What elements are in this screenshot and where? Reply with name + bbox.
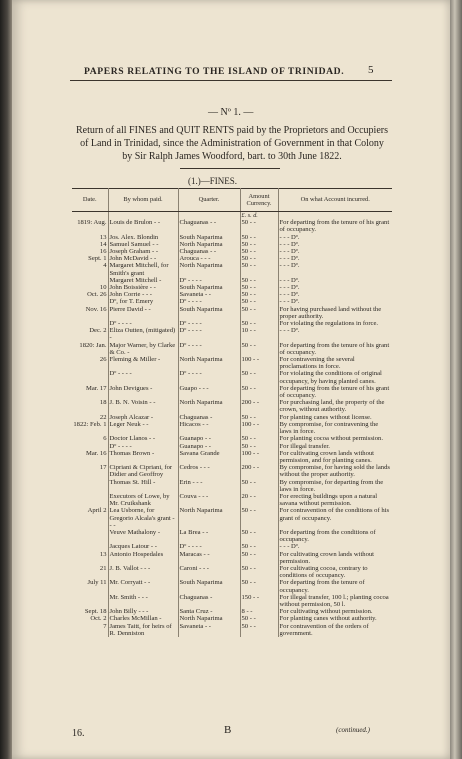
table-row	[72, 298, 392, 305]
table-row	[72, 248, 392, 255]
row-date	[72, 543, 108, 550]
col-amount: Amount Currency.	[240, 189, 278, 212]
row-date: Sept. 1	[72, 255, 108, 262]
row-amount: 50 - -	[240, 284, 278, 291]
row-amount: 50 - -	[240, 342, 278, 356]
row-date: 21	[72, 565, 108, 579]
row-amount: 50 - -	[240, 414, 278, 421]
row-amount: 50 - -	[240, 623, 278, 637]
row-amount: 50 - -	[240, 435, 278, 442]
row-payer: Joseph Alcazar -	[108, 414, 178, 421]
row-payer: Jacques Latour - -	[108, 543, 178, 550]
row-payer: Dº - - - -	[108, 443, 178, 450]
table-row	[72, 320, 392, 327]
col-quarter: Quarter.	[178, 189, 240, 212]
col-account: On what Account incurred.	[278, 189, 392, 212]
row-amount: 50 - -	[240, 507, 278, 529]
row-account: - - - Dº.	[279, 240, 300, 248]
row-quarter: Couva - - -	[178, 493, 240, 507]
table-row	[72, 327, 392, 341]
table-row	[72, 306, 392, 320]
row-quarter: Chaguanas - -	[178, 219, 240, 233]
row-date: 22	[72, 414, 108, 421]
row-amount: 100 - -	[240, 450, 278, 464]
row-amount: 50 - -	[240, 291, 278, 298]
table-row	[72, 493, 392, 507]
table-row	[72, 370, 392, 384]
row-amount: 50 - -	[240, 306, 278, 320]
row-date: 17	[72, 464, 108, 478]
row-quarter: South Naparima	[178, 284, 240, 291]
table-body	[72, 219, 392, 637]
row-amount: 50 - -	[240, 262, 278, 276]
row-amount: 200 - -	[240, 399, 278, 413]
header-rule	[70, 80, 392, 81]
row-amount: 50 - -	[240, 529, 278, 543]
title-line-3: by Sir Ralph James Woodford, bart. to 30th June 1822.	[122, 151, 342, 162]
row-account: For cultivating crown lands without permission.	[279, 550, 374, 565]
row-amount: 150 - -	[240, 594, 278, 608]
row-date: Oct. 2	[72, 615, 108, 622]
row-payer: Leger Neuk - -	[108, 421, 178, 435]
table-row	[72, 565, 392, 579]
row-quarter: North Naparima	[178, 262, 240, 276]
row-quarter: Dº - - - -	[178, 320, 240, 327]
table-row	[72, 255, 392, 262]
section-number: — Nº 1. —	[208, 107, 254, 118]
row-account: For violating the regulations in force.	[279, 320, 379, 328]
row-date: 1820: Jan.	[72, 342, 108, 356]
row-quarter: Dº - - - -	[178, 370, 240, 384]
row-quarter: Savaneta - -	[178, 291, 240, 298]
row-date: Mar. 16	[72, 450, 108, 464]
row-date	[72, 479, 108, 493]
table-row	[72, 291, 392, 298]
row-quarter: La Brea - -	[178, 529, 240, 543]
book-spine	[0, 0, 12, 759]
title-line-2: of Land in Trinidad, since the Administration of Government in that Colony	[80, 138, 384, 149]
table-row	[72, 234, 392, 241]
row-quarter: Chaguanas -	[178, 594, 240, 608]
fines-table	[72, 188, 392, 637]
row-payer: Dº - - - -	[108, 320, 178, 327]
table-row	[72, 385, 392, 399]
table-row	[72, 399, 392, 413]
row-quarter: Guanapo - -	[178, 435, 240, 442]
row-quarter: Chaguanas - -	[178, 248, 240, 255]
row-date: 13	[72, 234, 108, 241]
row-account: - - - Dº.	[279, 284, 300, 292]
row-payer: Thomas St. Hill -	[108, 479, 178, 493]
row-account: For planting canes without license.	[279, 413, 372, 421]
page-number: 5	[368, 64, 374, 76]
row-date	[72, 443, 108, 450]
row-quarter: South Naparima	[178, 579, 240, 593]
row-payer: Mr. Smith - - -	[108, 594, 178, 608]
table-row	[72, 421, 392, 435]
row-account: By compromise, for departing from the laws in force.	[279, 478, 384, 493]
table-row	[72, 262, 392, 276]
row-payer: Antonio Hospedales	[108, 551, 178, 565]
row-payer: J. B. N. Voisin - -	[108, 399, 178, 413]
row-quarter: Guapo - - -	[178, 385, 240, 399]
row-date: 1822: Feb. 1	[72, 421, 108, 435]
table-row	[72, 435, 392, 442]
table-subtitle: (1.)—FINES.	[188, 176, 237, 186]
row-quarter: Guanapo - -	[178, 443, 240, 450]
table-header-row	[72, 189, 392, 212]
row-account: For planting cocoa without permission.	[279, 435, 383, 443]
row-quarter: Dº - - - -	[178, 327, 240, 341]
row-quarter: Maracas - -	[178, 551, 240, 565]
row-quarter: North Naparima	[178, 241, 240, 248]
row-date	[72, 320, 108, 327]
row-date: 26	[72, 356, 108, 370]
row-date: Oct. 26	[72, 291, 108, 298]
table-row	[72, 464, 392, 478]
row-payer: John Corrie - - -	[108, 291, 178, 298]
table-row	[72, 219, 392, 233]
row-amount: 50 - -	[240, 320, 278, 327]
row-account: For departing from the tenure of his grant of occupancy.	[279, 384, 390, 400]
row-quarter: North Naparima	[178, 356, 240, 370]
row-account: - - - Dº.	[279, 255, 300, 263]
row-quarter: Savaneta - -	[178, 623, 240, 637]
row-payer: Major Warner, by Clarke & Co. -	[108, 342, 178, 356]
table-row	[72, 608, 392, 615]
currency-units: £. s. d.	[240, 212, 278, 220]
row-payer: Samuel Samuel - -	[108, 241, 178, 248]
table-row	[72, 443, 392, 450]
row-quarter: South Naparima	[178, 234, 240, 241]
row-date: 18	[72, 399, 108, 413]
row-date	[72, 298, 108, 305]
row-date: 1819: Aug.	[72, 219, 108, 233]
row-amount: 50 - -	[240, 443, 278, 450]
row-payer: Dº, for T. Emery	[108, 298, 178, 305]
running-title: PAPERS RELATING TO THE ISLAND OF TRINIDAD.	[84, 66, 345, 77]
row-payer: Veuve Mathalony -	[108, 529, 178, 543]
row-date	[72, 277, 108, 284]
table-row	[72, 551, 392, 565]
row-payer: John Billy - - -	[108, 608, 178, 615]
row-date: 14	[72, 241, 108, 248]
row-payer: Pierre David - -	[108, 306, 178, 320]
row-payer: Lea Usborne, for Gregorio Alcala's grant - - -	[108, 507, 178, 529]
row-amount: 50 - -	[240, 298, 278, 305]
col-date: Date.	[72, 189, 108, 212]
row-account: For departing from the tenure of his grant of occupancy.	[279, 219, 390, 234]
row-date: 4	[72, 262, 108, 276]
row-amount: 50 - -	[240, 248, 278, 255]
footer-signature-mark: B	[224, 724, 232, 736]
row-payer: Fleming & Miller -	[108, 356, 178, 370]
table-row	[72, 479, 392, 493]
table-row	[72, 342, 392, 356]
row-account: - - - Dº.	[279, 327, 300, 335]
row-quarter: Santa Cruz -	[178, 608, 240, 615]
title-rule	[180, 168, 280, 169]
row-quarter: North Naparima	[178, 615, 240, 622]
col-by-whom: By whom paid.	[108, 189, 178, 212]
row-payer: James Taitt, for heirs of R. Denniston	[108, 623, 178, 637]
row-payer: Eliza Outten, (mitigated) -	[108, 327, 178, 341]
row-payer: Executors of Lowe, by Mr. Cruikshank	[108, 493, 178, 507]
row-amount: 50 - -	[240, 370, 278, 384]
row-account: - - - Dº.	[279, 291, 300, 299]
row-payer: Mr. Corryatt - -	[108, 579, 178, 593]
row-account: For having purchased land without the proper authority.	[279, 305, 382, 320]
row-date: 16	[72, 248, 108, 255]
row-account: For contravention of the orders of government.	[279, 622, 369, 637]
row-amount: 50 - -	[240, 479, 278, 493]
row-date: April 2	[72, 507, 108, 529]
row-payer: Doctor Llanos - -	[108, 435, 178, 442]
row-account: - - - Dº.	[279, 262, 300, 270]
row-quarter: Caroni - - -	[178, 565, 240, 579]
row-amount: 50 - -	[240, 241, 278, 248]
table-row	[72, 579, 392, 593]
table-row	[72, 277, 392, 284]
table-row	[72, 543, 392, 550]
row-payer: Dº - - - -	[108, 370, 178, 384]
row-date	[72, 370, 108, 384]
row-payer: John McDavid - -	[108, 255, 178, 262]
row-quarter: North Naparima	[178, 507, 240, 529]
row-account: For cultivating without permission.	[279, 608, 373, 616]
table-row	[72, 284, 392, 291]
table-row	[72, 356, 392, 370]
row-account: For departing from the tenure of occupancy.	[279, 579, 365, 594]
row-date: 6	[72, 435, 108, 442]
row-amount: 10 - -	[240, 327, 278, 341]
row-quarter: Dº - - - -	[178, 543, 240, 550]
row-quarter: Savana Grande	[178, 450, 240, 464]
row-quarter: South Naparima	[178, 306, 240, 320]
footer-left: 16.	[72, 728, 85, 739]
row-date	[72, 493, 108, 507]
row-date: Mar. 17	[72, 385, 108, 399]
row-account: For illegal transfer, 100 l.; planting cocoa without permission, 50 l.	[279, 593, 389, 608]
row-account: By compromise, for contravening the laws in force.	[279, 420, 379, 436]
row-quarter: Dº - - - -	[178, 342, 240, 356]
row-payer: J. B. Vallot - - -	[108, 565, 178, 579]
row-date	[72, 594, 108, 608]
row-account: For cultivating crown lands without permission, and for planting canes.	[279, 449, 374, 464]
row-date	[72, 529, 108, 543]
row-amount: 50 - -	[240, 385, 278, 399]
footer-continued: (continued.)	[336, 726, 371, 734]
row-payer: Joseph Graham - -	[108, 248, 178, 255]
row-amount: 100 - -	[240, 421, 278, 435]
row-quarter: Dº - - - -	[178, 277, 240, 284]
row-account: For violating the conditions of original occupancy, by having planted canes.	[279, 370, 382, 385]
row-quarter: Hicacos - -	[178, 421, 240, 435]
row-account: For departing from the tenure of his grant of occupancy.	[279, 341, 390, 356]
row-quarter: Cedros - - -	[178, 464, 240, 478]
table-row	[72, 450, 392, 464]
row-amount: 50 - -	[240, 551, 278, 565]
table-row	[72, 623, 392, 637]
row-amount: 8 - -	[240, 608, 278, 615]
table-row	[72, 507, 392, 529]
currency-row	[72, 212, 392, 220]
title-line-1: Return of all FINES and QUIT RENTS paid by the Proprietors and Occupiers	[76, 125, 388, 136]
row-quarter: North Naparima	[178, 399, 240, 413]
row-amount: 50 - -	[240, 615, 278, 622]
row-account: For cultivating cocoa, contrary to conditions of occupancy.	[279, 564, 368, 580]
row-amount: 20 - -	[240, 493, 278, 507]
row-account: For contravention of the conditions of his grant of occupancy.	[279, 507, 390, 522]
row-account: - - - Dº.	[279, 248, 300, 256]
row-account: - - - Dº.	[279, 233, 300, 241]
row-payer: Cipriani & Cipriani, for Didier and Geoffroy	[108, 464, 178, 478]
row-amount: 50 - -	[240, 277, 278, 284]
row-account: For purchasing land, the property of the crown, without authority.	[279, 399, 385, 414]
table-row	[72, 241, 392, 248]
row-payer: John Boissière - -	[108, 284, 178, 291]
row-account: By compromise, for having sold the lands without the proper authority.	[279, 464, 390, 479]
row-date: July 11	[72, 579, 108, 593]
row-date: Nov. 16	[72, 306, 108, 320]
row-quarter: Erin - - -	[178, 479, 240, 493]
row-amount: 50 - -	[240, 234, 278, 241]
row-account: For erecting buildings upon a natural savana without permission.	[279, 492, 378, 508]
row-payer: Jos. Alex. Blondin	[108, 234, 178, 241]
row-account: For illegal transfer.	[279, 442, 330, 450]
table-row	[72, 615, 392, 622]
page-edge	[450, 0, 462, 759]
row-quarter: Chaguanas -	[178, 414, 240, 421]
table-row	[72, 414, 392, 421]
row-payer: Louis de Brulon - -	[108, 219, 178, 233]
row-account: For departing from the conditions of occupancy.	[279, 528, 376, 544]
row-quarter: Arouca - - -	[178, 255, 240, 262]
row-payer: John Devigues -	[108, 385, 178, 399]
row-date: 10	[72, 284, 108, 291]
table-row	[72, 529, 392, 543]
row-payer: Margaret Mitchell -	[108, 277, 178, 284]
row-date: 13	[72, 551, 108, 565]
row-amount: 50 - -	[240, 579, 278, 593]
document-title	[72, 124, 392, 163]
row-payer: Charles McMillan -	[108, 615, 178, 622]
row-account: - - - Dº.	[279, 276, 300, 284]
row-amount: 50 - -	[240, 255, 278, 262]
row-quarter: Dº - - - -	[178, 298, 240, 305]
row-amount: 50 - -	[240, 543, 278, 550]
row-account: For planting canes without authority.	[279, 615, 377, 623]
row-amount: 50 - -	[240, 219, 278, 233]
row-payer: Thomas Brown -	[108, 450, 178, 464]
row-amount: 200 - -	[240, 464, 278, 478]
row-account: - - - Dº.	[279, 543, 300, 551]
row-payer: Margaret Mitchell, for Smith's grant	[108, 262, 178, 276]
row-account: - - - Dº.	[279, 298, 300, 306]
row-date: Dec. 2	[72, 327, 108, 341]
row-date: 7	[72, 623, 108, 637]
row-account: For contravening the several proclamations in force.	[279, 356, 355, 371]
row-amount: 100 - -	[240, 356, 278, 370]
table-row	[72, 594, 392, 608]
row-date: Sept. 18	[72, 608, 108, 615]
row-amount: 50 - -	[240, 565, 278, 579]
